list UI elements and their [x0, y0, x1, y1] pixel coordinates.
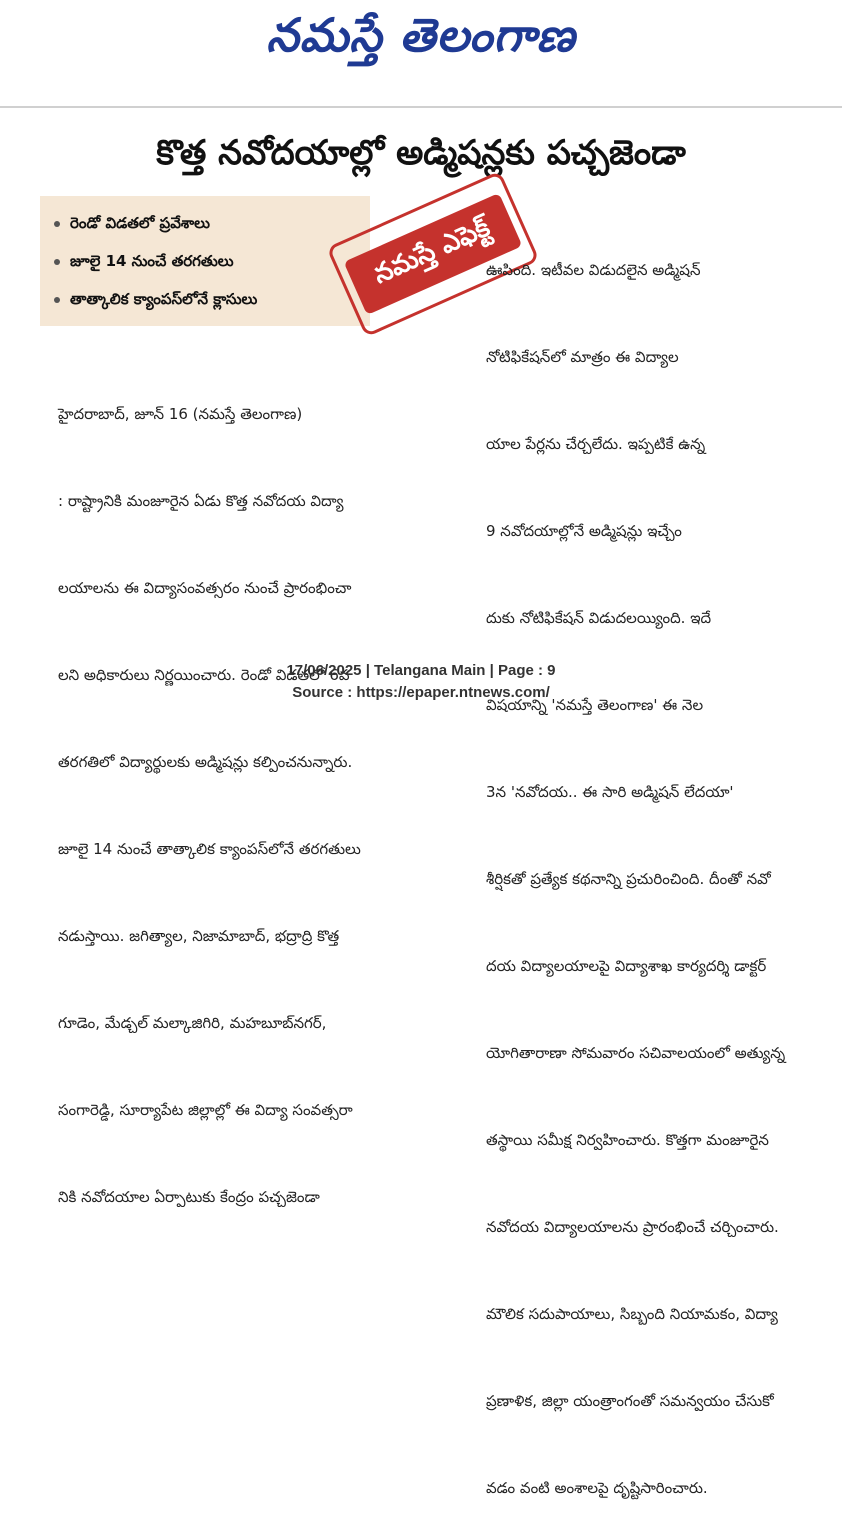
- article-line: వడం వంటి అంశాలపై దృష్టిసారించారు.: [486, 1479, 708, 1497]
- bullet-icon: [54, 221, 60, 227]
- article-line: లని అధికారులు నిర్ణయించారు. రెండో విడతలో 6వ: [58, 666, 350, 684]
- footer: [0, 660, 842, 704]
- article-line: యోగితారాణా సోమవారం సచివాలయంలో అత్యున్న: [486, 1044, 786, 1062]
- highlight-text: రెండో విడతలో ప్రవేశాలు: [70, 214, 210, 232]
- masthead-divider: [0, 106, 842, 108]
- article-line: తరగతిలో విద్యార్థులకు అడ్మిషన్లు కల్పించనున్నారు.: [58, 753, 353, 771]
- highlight-text: తాత్కాలిక క్యాంపస్‌లోనే క్లాసులు: [70, 290, 258, 308]
- article-line: ఊపింది. ఇటీవల విడుదలైన అడ్మిషన్: [486, 261, 701, 279]
- article-line: విషయాన్ని 'నమస్తే తెలంగాణ' ఈ నెల: [486, 696, 704, 714]
- footer-source: Source : https://epaper.ntnews.com/: [292, 684, 550, 701]
- article-line: లయాలను ఈ విద్యాసంవత్సరం నుంచే ప్రారంభించా: [58, 579, 352, 597]
- article-line: నికి నవోదయాల ఏర్పాటుకు కేంద్రం పచ్చజెండా: [58, 1188, 320, 1206]
- article-line: గూడెం, మేడ్చల్ మల్కాజిగిరి, మహబూబ్‌నగర్,: [58, 1014, 327, 1032]
- article-line: 3న 'నవోదయ.. ఈ సారి అడ్మిషన్ లేదయా': [486, 783, 734, 801]
- article-line: యాల పేర్లను చేర్చలేదు. ఇప్పటికే ఉన్న: [486, 435, 706, 453]
- article-line: సంగారెడ్డి, సూర్యాపేట జిల్లాల్లో ఈ విద్యా సంవత్సరా: [58, 1101, 353, 1119]
- stamp-text: నమస్తే ఎఫెక్ట్: [344, 193, 523, 315]
- article-line: తస్థాయి సమీక్ష నిర్వహించారు. కొత్తగా మంజూరైన: [486, 1131, 769, 1149]
- article-line: నోటిఫికేషన్‌లో మాత్రం ఈ విద్యాల: [486, 348, 679, 366]
- article-right-column: [486, 198, 806, 1532]
- highlight-text: జూలై 14 నుంచే తరగతులు: [70, 252, 234, 270]
- article-line: నడుస్తాయి. జగిత్యాల, నిజామాబాద్, భద్రాద్రి కొత్త: [58, 927, 340, 945]
- highlight-item: [54, 214, 210, 236]
- article-line: శీర్షికతో ప్రత్యేక కథనాన్ని ప్రచురించింది. దీంతో నవో: [486, 870, 771, 888]
- article-line: : రాష్ట్రానికి మంజూరైన ఏడు కొత్త నవోదయ విద్యా: [58, 492, 344, 510]
- article-line: మౌలిక సదుపాయాలు, సిబ్బంది నియామకం, విద్యా: [486, 1305, 778, 1323]
- bullet-icon: [54, 297, 60, 303]
- article-line: జూలై 14 నుంచే తాత్కాలిక క్యాంపస్‌లోనే తరగతులు: [58, 840, 361, 858]
- article-line: ప్రణాళిక, జిల్లా యంత్రాంగంతో సమన్వయం చేసుకో: [486, 1392, 774, 1410]
- bullet-icon: [54, 259, 60, 265]
- article-line: 9 నవోదయాల్లోనే అడ్మిషన్లు ఇచ్చేం: [486, 522, 682, 540]
- article-line: హైదరాబాద్, జూన్ 16 (నమస్తే తెలంగాణ): [58, 405, 303, 423]
- headline: కొత్త నవోదయాల్లో అడ్మిషన్లకు పచ్చజెండా: [156, 133, 686, 173]
- highlights-box: [40, 196, 370, 326]
- article-line: దుకు నోటిఫికేషన్ విడుదలయ్యింది. ఇదే: [486, 609, 712, 627]
- article-line: నవోదయ విద్యాలయాలను ప్రారంభించే చర్చించారు.: [486, 1218, 779, 1236]
- article-line: దయ విద్యాలయాలపై విద్యాశాఖ కార్యదర్శి డాక్టర్: [486, 957, 767, 975]
- article-left-column: [58, 342, 410, 1241]
- highlight-item: [54, 252, 234, 274]
- masthead-title: నమస్తే తెలంగాణ: [266, 8, 576, 62]
- footer-dateline: 17/06/2025 | Telangana Main | Page : 9: [286, 662, 556, 679]
- masthead: [0, 0, 842, 110]
- highlight-item: [54, 290, 257, 312]
